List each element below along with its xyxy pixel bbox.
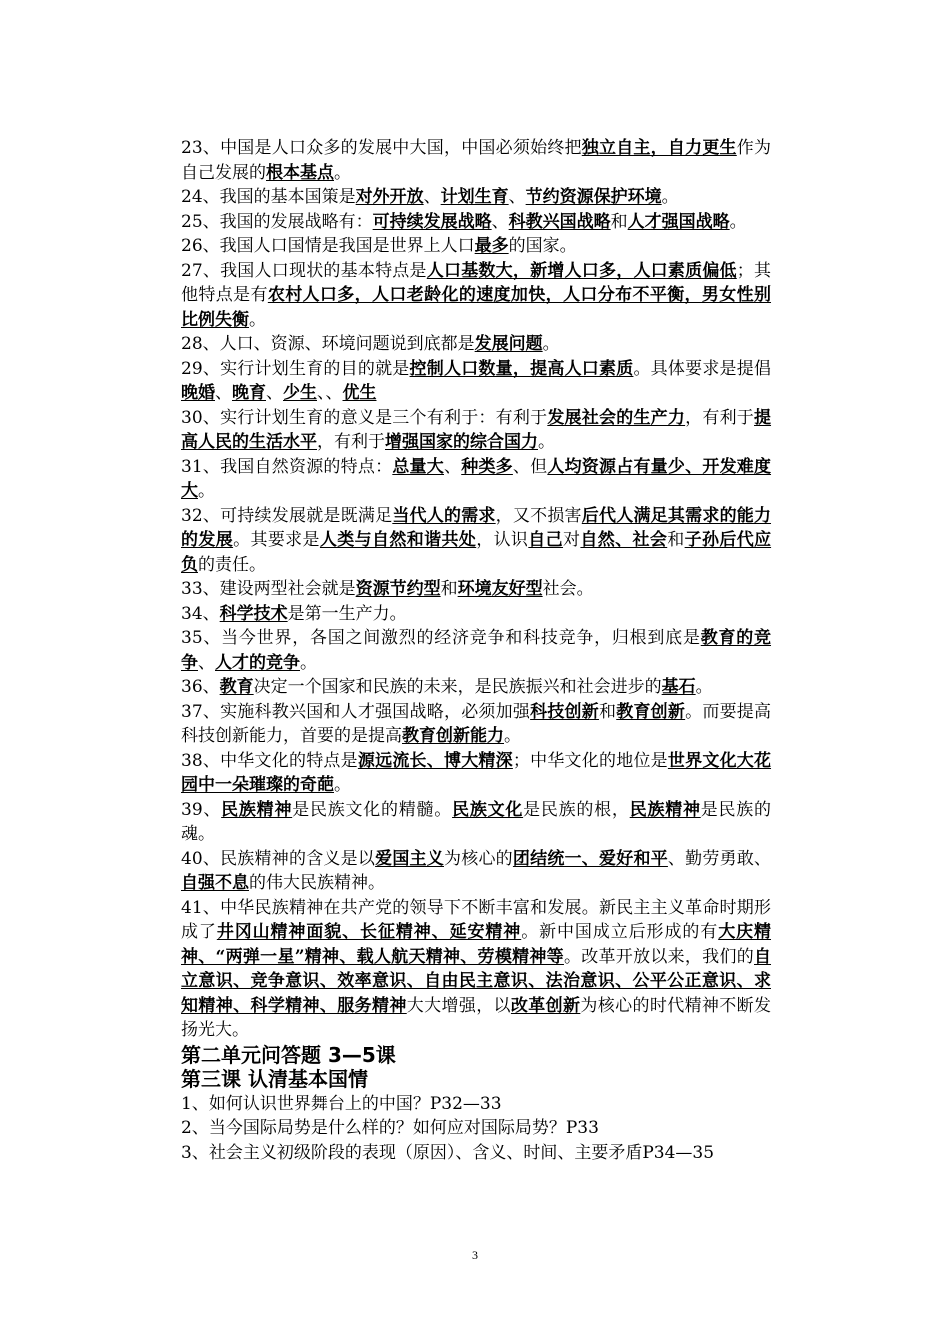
text-run: ，认识: [476, 530, 529, 550]
key-term: 发展社会的生产力: [547, 407, 686, 428]
key-term: 教育的竞争: [181, 628, 772, 673]
answer-item-q34: [181, 602, 771, 627]
text-run: 。: [542, 334, 560, 354]
text-run: 27、我国人口现状的基本特点是: [181, 260, 427, 281]
text-run: 。: [300, 652, 317, 673]
text-run: 和: [667, 530, 685, 550]
page-number: 3: [472, 1248, 478, 1262]
key-term: 独立自主，自力更生: [581, 138, 737, 158]
key-term: 爱国主义: [375, 848, 444, 869]
text-run: 24、我国的基本国策是: [181, 187, 356, 207]
text-run: 、勤劳勇敢、: [667, 848, 772, 869]
text-run: 为核心的时代精神不断发扬光大。: [181, 995, 772, 1040]
text-run: 。: [504, 726, 521, 746]
key-term: 教育创新能力: [402, 726, 504, 746]
answer-item-q23: [181, 136, 771, 185]
answer-item-q26: [181, 234, 771, 259]
text-run: 34、: [181, 603, 220, 624]
text-run: 、: [215, 383, 232, 403]
key-term: 当代人的需求: [392, 505, 496, 526]
text-run: 和: [610, 211, 628, 232]
key-term: 教育: [219, 677, 254, 697]
text-run: 。其要求是: [233, 530, 320, 550]
text-run: 。: [198, 481, 215, 501]
key-term: 教育创新: [616, 701, 686, 722]
answer-item-q30: [181, 406, 771, 455]
text-run: 、、: [317, 383, 343, 403]
answer-item-q32: [181, 504, 771, 578]
question-item: 3、社会主义初级阶段的表现（原因）、含义、时间、主要矛盾P34—35: [181, 1142, 715, 1163]
key-term: 自然、社会: [580, 530, 668, 550]
answer-item-q40: [181, 847, 771, 896]
unit-heading: 第二单元问答题 3—5课: [181, 1042, 396, 1067]
answer-item-q27: [181, 259, 771, 333]
key-term: 民族文化: [452, 799, 524, 820]
answer-item-q39: [181, 798, 771, 847]
answer-item-q37: [181, 700, 771, 749]
text-run: 是民族的魂。: [181, 799, 772, 844]
key-term: 井冈山精神面貌、长征精神、延安精神: [216, 922, 522, 942]
text-run: 的国家。: [508, 236, 577, 256]
text-run: 37、实施科教兴国和人才强国战略，必须加强: [181, 701, 531, 722]
answer-item-q38: [181, 749, 771, 798]
text-run: ，有利于: [685, 407, 755, 428]
text-run: 的责任。: [198, 554, 266, 575]
lesson-heading: 第三课 认清基本国情: [181, 1067, 368, 1091]
text-run: 作为自己发展的: [181, 138, 772, 183]
text-run: 社会。: [542, 579, 594, 599]
text-run: 为核心的: [444, 848, 513, 869]
key-term: 科学技术: [219, 603, 288, 624]
text-run: 36、: [181, 677, 220, 697]
key-term: 世界文化大花园中一朵璀璨的奇葩: [181, 750, 772, 795]
key-term: 人才强国战略: [627, 211, 730, 232]
key-term: 总量大: [392, 456, 444, 477]
text-run: ，有利于: [317, 432, 385, 452]
text-run: 是民族文化的精髓。: [292, 799, 453, 820]
key-term: 对外开放: [355, 187, 424, 207]
text-run: 。新中国成立后形成的有: [521, 922, 719, 942]
key-term: 民族精神: [221, 799, 293, 820]
key-term: 种类多: [461, 456, 513, 477]
text-run: 26、我国人口国情是我国是世界上人口: [181, 236, 475, 256]
text-run: 33、建设两型社会就是: [181, 579, 356, 599]
text-run: 。而要提高科技创新能力，首要的是提高: [181, 701, 772, 746]
text-run: 32、可持续发展就是既满足: [181, 505, 393, 526]
text-run: 对: [563, 530, 581, 550]
key-term: 源远流长、博大精深: [357, 750, 513, 771]
key-term: 自强不息: [181, 873, 249, 893]
text-run: 。具体要求是提倡: [633, 358, 771, 379]
document-body: [181, 136, 771, 1165]
text-run: 35、当今世界，各国之间激烈的经济竞争和科技竞争，归根到底是: [181, 628, 701, 648]
answer-item-q31: [181, 455, 771, 504]
text-run: 29、实行计划生育的目的就是: [181, 358, 410, 379]
text-run: 、: [198, 652, 215, 673]
key-term: 农村人口多，人口老龄化的速度加快，人口分布不平衡，男女性别比例失衡: [181, 285, 772, 330]
key-term: 科技创新: [530, 701, 599, 722]
key-term: 子孙后代应负: [181, 530, 772, 575]
key-term: 改革创新: [510, 995, 581, 1016]
text-run: 、: [423, 187, 441, 207]
text-run: 。: [334, 162, 351, 183]
key-term: 大庆精神、“两弹一星”精神、载人航天精神、劳模精神等: [181, 922, 771, 967]
text-run: ；其他特点是有: [181, 260, 772, 305]
key-term: 人均资源占有量少、开发难度大: [181, 456, 772, 501]
text-run: 。: [695, 677, 713, 697]
key-term: 环境友好型: [457, 579, 543, 599]
text-run: 和: [599, 701, 617, 722]
text-run: 。: [538, 432, 555, 452]
key-term: 少生: [283, 383, 317, 403]
key-term: 基石: [661, 677, 696, 697]
text-run: 。: [729, 211, 747, 232]
key-term: 发展问题: [474, 334, 543, 354]
text-run: 、: [266, 383, 283, 403]
answer-item-q28: [181, 332, 771, 357]
text-run: 25、我国的发展战略有：: [181, 211, 373, 232]
text-run: 41、中华民族精神在共产党的领导下不断丰富和发展。新民主主义革命时期形成了: [181, 897, 771, 942]
key-term: 团结统一、爱好和平: [512, 848, 668, 869]
text-run: 39、: [181, 799, 222, 820]
answer-item-q24: [181, 185, 771, 210]
key-term: 人才的竞争: [215, 652, 300, 673]
text-run: 、但: [512, 456, 548, 477]
answer-list: [181, 136, 771, 1043]
key-term: 最多: [474, 236, 509, 256]
text-run: 28、人口、资源、环境问题说到底都是: [181, 334, 475, 354]
answer-item-q35: [181, 626, 771, 675]
text-run: 决定一个国家和民族的未来，是民族振兴和社会进步的: [253, 677, 662, 697]
text-run: 、: [491, 211, 509, 232]
text-run: 。: [249, 309, 266, 330]
answer-item-q41: [181, 896, 771, 1043]
text-run: 40、民族精神的含义是以: [181, 848, 376, 869]
text-run: ；中华文化的地位是: [512, 750, 668, 771]
text-run: 。: [661, 187, 679, 207]
text-run: 是第一生产力。: [287, 603, 407, 624]
key-term: 晚育: [232, 383, 266, 403]
text-run: 是民族的根，: [523, 799, 630, 820]
key-term: 科教兴国战略: [508, 211, 611, 232]
key-term: 优生: [342, 383, 377, 403]
key-term: 计划生育: [440, 187, 509, 207]
key-term: 自己: [528, 530, 564, 550]
text-run: 31、我国自然资源的特点：: [181, 456, 393, 477]
answer-item-q29: [181, 357, 771, 406]
text-run: 。: [334, 775, 351, 795]
key-term: 晚婚: [181, 383, 215, 403]
key-term: 自立意识、竞争意识、效率意识、自由民主意识、法治意识、公平公正意识、求知精神、科学精神、服务精神: [181, 946, 772, 1016]
text-run: 的伟大民族精神。: [249, 873, 385, 893]
answer-item-q25: [181, 210, 771, 235]
text-run: ，又不损害: [495, 505, 582, 526]
text-run: 30、实行计划生育的意义是三个有利于：有利于: [181, 407, 548, 428]
answer-item-q33: [181, 577, 771, 602]
key-term: 增强国家的综合国力: [385, 432, 538, 452]
key-term: 人类与自然和谐共处: [319, 530, 477, 550]
key-term: 资源节约型: [355, 579, 441, 599]
answer-item-q36: [181, 675, 771, 700]
key-term: 节约资源保护环境: [525, 187, 662, 207]
key-term: 民族精神: [629, 799, 701, 820]
key-term: 提高人民的生活水平: [181, 407, 772, 452]
question-item: 2、当今国际局势是什么样的？如何应对国际局势？P33: [181, 1118, 599, 1138]
text-run: 、: [508, 187, 526, 207]
key-term: 人口基数大，新增人口多，人口素质偏低: [426, 260, 737, 281]
text-run: 和: [440, 579, 458, 599]
question-item: 1、如何认识世界舞台上的中国？P32—33: [181, 1093, 502, 1114]
text-run: 。改革开放以来，我们的: [563, 946, 755, 967]
key-term: 控制人口数量，提高人口素质: [409, 358, 634, 379]
text-run: 38、中华文化的特点是: [181, 750, 358, 771]
text-run: 23、中国是人口众多的发展中大国，中国必须始终把: [181, 138, 582, 158]
key-term: 后代人满足其需求的能力的发展: [181, 505, 772, 550]
text-run: 、: [443, 456, 462, 477]
key-term: 可持续发展战略: [372, 211, 492, 232]
key-term: 根本基点: [266, 162, 334, 183]
text-run: 大大增强，以: [406, 995, 511, 1016]
